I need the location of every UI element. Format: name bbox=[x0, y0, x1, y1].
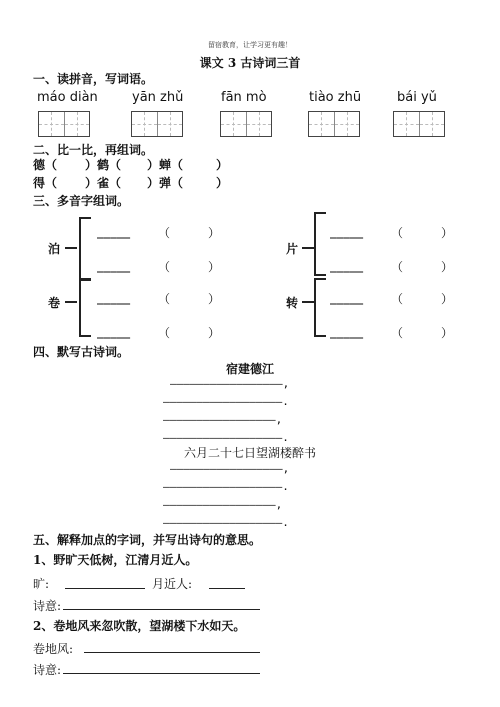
answer-grid-5[interactable] bbox=[393, 111, 445, 137]
pinyin-3: fān mò bbox=[221, 90, 267, 105]
close-paren: ） bbox=[441, 326, 454, 340]
answer-line[interactable] bbox=[65, 588, 145, 589]
poem-line[interactable]: —————————————————, bbox=[170, 377, 290, 390]
polyphone-char-1: 泊 bbox=[48, 242, 61, 256]
compare-row-2-b: ）雀（ bbox=[85, 176, 122, 190]
compare-row-2-a: 得（ bbox=[33, 176, 58, 190]
open-paren: （ bbox=[158, 226, 171, 240]
close-paren: ） bbox=[208, 260, 221, 274]
poem-line[interactable]: —————————————————, bbox=[163, 498, 283, 511]
poem2-title: 六月二十七日望湖楼醉书 bbox=[183, 446, 316, 460]
blank-line[interactable]: _____ bbox=[330, 226, 364, 239]
answer-line[interactable] bbox=[209, 588, 245, 589]
q1-label-b: 月近人: bbox=[152, 577, 193, 591]
compare-row-1-a: 德（ bbox=[33, 158, 58, 172]
open-paren: （ bbox=[391, 292, 404, 306]
close-paren: ） bbox=[441, 226, 454, 240]
q1-label-a: 旷: bbox=[33, 577, 50, 591]
answer-grid-1[interactable] bbox=[38, 111, 90, 137]
answer-line[interactable] bbox=[63, 609, 260, 610]
compare-row-2-c: ）弹（ bbox=[147, 176, 184, 190]
section3-heading: 三、多音字组词。 bbox=[33, 194, 130, 208]
close-paren: ） bbox=[441, 292, 454, 306]
pinyin-4: tiào zhū bbox=[309, 90, 362, 105]
section4-heading: 四、默写古诗词。 bbox=[33, 345, 130, 359]
q2-meaning-label: 诗意: bbox=[33, 663, 62, 677]
q2-label-a: 卷地风: bbox=[33, 642, 74, 656]
bracket bbox=[314, 278, 326, 337]
bracket bbox=[314, 212, 326, 276]
q1-meaning-label: 诗意: bbox=[33, 599, 62, 613]
poem-line[interactable]: ——————————————————. bbox=[163, 516, 289, 529]
page-title: 课文 3 古诗词三首 bbox=[199, 56, 301, 70]
answer-grid-4[interactable] bbox=[308, 111, 360, 137]
close-paren: ） bbox=[208, 226, 221, 240]
blank-line[interactable]: _____ bbox=[97, 226, 131, 239]
section2-heading: 二、比一比，再组词。 bbox=[33, 143, 154, 157]
answer-line[interactable] bbox=[63, 673, 260, 674]
compare-row-2-d: ） bbox=[216, 176, 229, 190]
page-tagline: 留宿教育，让学习更有趣！ bbox=[208, 41, 292, 49]
polyphone-char-4: 转 bbox=[286, 296, 299, 310]
blank-line[interactable]: _____ bbox=[330, 292, 364, 305]
open-paren: （ bbox=[158, 260, 171, 274]
bracket-tick bbox=[302, 247, 314, 249]
answer-grid-2[interactable] bbox=[131, 111, 183, 137]
bracket bbox=[79, 217, 91, 281]
polyphone-char-2: 片 bbox=[286, 242, 299, 256]
question-1: 1、野旷天低树，江清月近人。 bbox=[33, 553, 198, 567]
pinyin-1: máo diàn bbox=[37, 90, 98, 105]
section1-heading: 一、读拼音，写词语。 bbox=[33, 72, 154, 86]
poem1-title: 宿建德江 bbox=[225, 362, 274, 376]
compare-row-1-b: ）鹤（ bbox=[85, 158, 122, 172]
compare-row-1-d: ） bbox=[216, 158, 229, 172]
answer-grid-3[interactable] bbox=[220, 111, 272, 137]
bracket-tick bbox=[65, 247, 77, 249]
blank-line[interactable]: _____ bbox=[330, 260, 364, 273]
open-paren: （ bbox=[391, 226, 404, 240]
poem-line[interactable]: ——————————————————. bbox=[163, 480, 289, 493]
blank-line[interactable]: _____ bbox=[97, 326, 131, 339]
poem-line[interactable]: ——————————————————. bbox=[163, 431, 289, 444]
compare-row-1-c: ）蝉（ bbox=[147, 158, 184, 172]
section5-heading: 五、解释加点的字词，并写出诗句的意思。 bbox=[33, 533, 262, 547]
bracket bbox=[79, 278, 91, 337]
answer-line[interactable] bbox=[84, 652, 260, 653]
pinyin-2: yān zhǔ bbox=[132, 90, 184, 105]
open-paren: （ bbox=[391, 260, 404, 274]
bracket-tick bbox=[302, 301, 314, 303]
pinyin-5: bái yǔ bbox=[397, 90, 437, 105]
poem-line[interactable]: —————————————————, bbox=[163, 413, 283, 426]
poem-line[interactable]: ——————————————————. bbox=[163, 395, 289, 408]
open-paren: （ bbox=[158, 292, 171, 306]
blank-line[interactable]: _____ bbox=[330, 326, 364, 339]
close-paren: ） bbox=[441, 260, 454, 274]
open-paren: （ bbox=[391, 326, 404, 340]
question-2: 2、卷地风来忽吹散，望湖楼下水如天。 bbox=[33, 619, 246, 633]
blank-line[interactable]: _____ bbox=[97, 260, 131, 273]
poem-line[interactable]: —————————————————, bbox=[170, 462, 290, 475]
open-paren: （ bbox=[158, 326, 171, 340]
close-paren: ） bbox=[208, 326, 221, 340]
polyphone-char-3: 卷 bbox=[48, 296, 61, 310]
blank-line[interactable]: _____ bbox=[97, 292, 131, 305]
close-paren: ） bbox=[208, 292, 221, 306]
bracket-tick bbox=[65, 301, 77, 303]
